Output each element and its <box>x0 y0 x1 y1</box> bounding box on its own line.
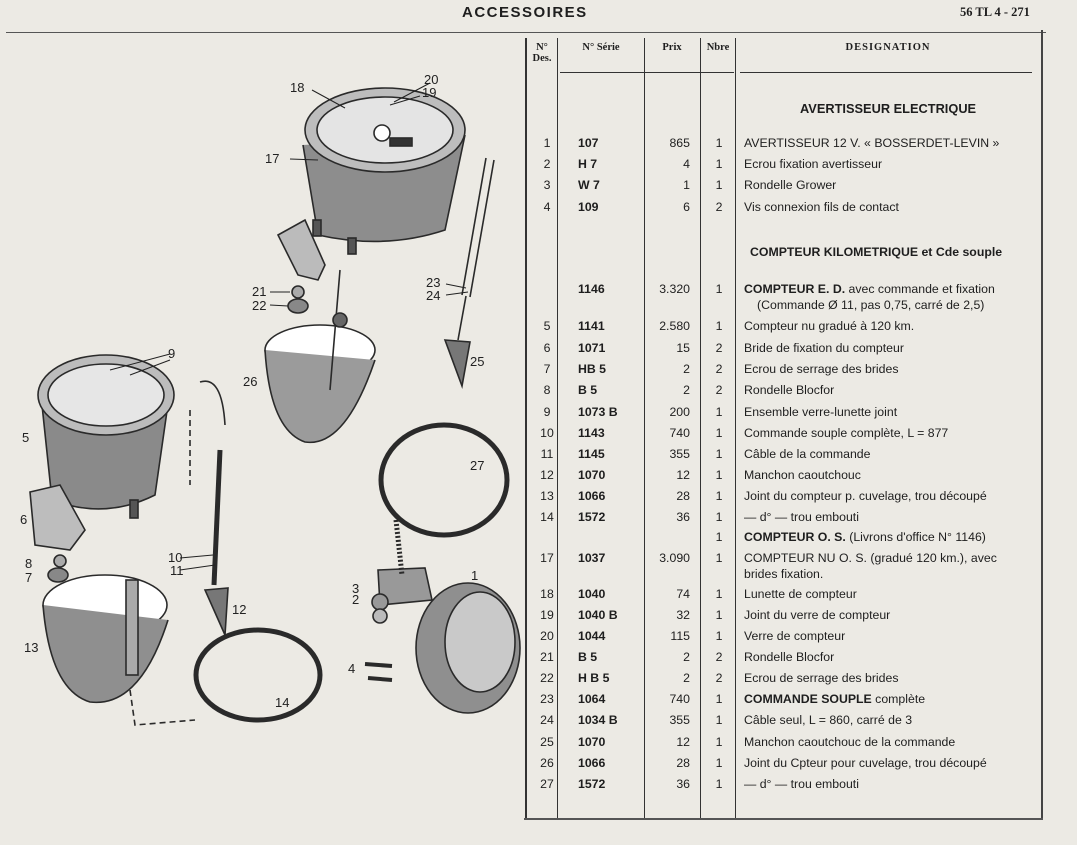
col-header-nbre: Nbre <box>706 42 730 53</box>
table-row <box>527 489 1039 509</box>
row-nbre: 2 <box>715 671 723 685</box>
row-prix: 2 <box>683 650 690 664</box>
row-serie: 1066 <box>578 756 606 770</box>
row-num: 10 <box>540 426 554 440</box>
row-num: 7 <box>543 362 551 376</box>
frame-right-border <box>1041 30 1043 820</box>
page-title: ACCESSOIRES <box>462 4 588 21</box>
callout-3: 3 <box>352 581 360 596</box>
row-nbre: 1 <box>715 489 723 503</box>
callout-6: 6 <box>20 512 28 527</box>
callout-21: 21 <box>252 284 267 299</box>
table-row <box>527 551 1039 581</box>
row-designation-text: avec commande et fixation <box>845 282 995 296</box>
row-nbre: 2 <box>715 650 723 664</box>
row-prix: 12 <box>676 735 690 749</box>
row-designation-text: Joint du Cpteur pour cuvelage, trou découpé <box>744 756 987 770</box>
cup-13-drawing <box>43 575 168 702</box>
row-designation <box>744 530 986 544</box>
row-designation <box>744 608 890 622</box>
callout-9: 9 <box>168 346 176 361</box>
row-designation-text: Rondelle Blocfor <box>744 650 835 664</box>
row-prix: 1 <box>683 178 690 192</box>
row-designation-text: Commande souple complète, L = 877 <box>744 426 949 440</box>
row-num: 21 <box>540 650 554 664</box>
row-designation <box>744 551 997 565</box>
row-nbre: 2 <box>715 362 723 376</box>
table-row <box>527 341 1039 361</box>
row-prix: 28 <box>676 756 690 770</box>
washer-2-drawing <box>373 609 387 623</box>
row-serie: 1141 <box>578 319 605 333</box>
row-designation <box>744 178 836 192</box>
row-designation-text: AVERTISSEUR 12 V. « BOSSERDET-LEVIN » <box>744 136 1000 150</box>
row-designation <box>744 587 857 601</box>
row-designation-text: Câble de la commande <box>744 447 871 461</box>
row-designation-bold: COMPTEUR O. S. <box>744 530 846 544</box>
row-prix: 2 <box>683 671 690 685</box>
row-num: 25 <box>540 735 554 749</box>
row-designation <box>744 629 845 643</box>
row-designation <box>744 405 897 419</box>
row-num: 27 <box>540 777 554 791</box>
callout-26: 26 <box>243 374 258 389</box>
washer-21-drawing <box>292 286 304 298</box>
row-prix: 3.090 <box>659 551 690 565</box>
table-row <box>527 713 1039 733</box>
row-num: 12 <box>540 468 554 482</box>
ring-14-drawing <box>196 630 320 720</box>
table-row <box>527 383 1039 403</box>
washer-8-drawing <box>54 555 66 567</box>
row-serie: W 7 <box>578 178 600 192</box>
row-prix: 115 <box>670 629 690 643</box>
row-num: 9 <box>543 405 551 419</box>
row-nbre: 1 <box>715 587 723 601</box>
row-designation <box>744 671 898 685</box>
callout-1: 1 <box>471 568 479 583</box>
row-nbre: 2 <box>715 383 723 397</box>
callout-20: 20 <box>424 72 439 87</box>
row-serie: H B 5 <box>578 671 610 685</box>
row-prix: 4 <box>683 157 690 171</box>
row-designation-text: Ensemble verre-lunette joint <box>744 405 898 419</box>
row-nbre: 2 <box>715 200 723 214</box>
row-designation-text: complète <box>871 692 926 706</box>
row-num: 11 <box>540 447 554 461</box>
row-prix: 6 <box>683 200 690 214</box>
row-designation <box>744 756 987 770</box>
row-nbre: 1 <box>715 756 723 770</box>
row-designation <box>744 383 834 397</box>
row-nbre: 1 <box>715 735 723 749</box>
row-nbre: 1 <box>715 157 723 171</box>
table-row <box>527 157 1039 177</box>
table-row <box>527 362 1039 382</box>
row-designation-text: Joint du compteur p. cuvelage, trou découpé <box>744 489 987 503</box>
row-designation <box>744 692 925 706</box>
callout-17: 17 <box>265 151 280 166</box>
sleeve-12-drawing <box>205 588 228 635</box>
row-designation-text: Câble seul, L = 860, carré de 3 <box>744 713 913 727</box>
row-serie: 1145 <box>578 447 605 461</box>
row-num: 5 <box>543 319 551 333</box>
row-designation-line2: brides fixation. <box>744 567 824 581</box>
table-row <box>527 692 1039 712</box>
header-rule-right <box>740 72 1032 73</box>
row-num: 22 <box>540 671 554 685</box>
row-designation-text: Manchon caoutchouc <box>744 468 861 482</box>
row-num: 4 <box>543 200 551 214</box>
callout-7: 7 <box>25 570 33 585</box>
row-prix: 74 <box>676 587 690 601</box>
row-serie: 1572 <box>578 777 606 791</box>
row-serie: 1040 <box>578 587 606 601</box>
row-nbre: 1 <box>715 319 723 333</box>
callout-27: 27 <box>470 458 485 473</box>
row-designation-text: Manchon caoutchouc de la commande <box>744 735 956 749</box>
row-prix: 865 <box>669 136 690 150</box>
row-serie: 107 <box>578 136 599 150</box>
row-designation <box>744 713 912 727</box>
row-nbre: 1 <box>715 447 723 461</box>
nut-22-drawing <box>288 299 308 313</box>
row-prix: 12 <box>676 468 690 482</box>
row-nbre: 1 <box>715 405 723 419</box>
row-nbre: 1 <box>715 629 723 643</box>
callout-4: 4 <box>348 661 356 676</box>
col-header-num: N° Des. <box>532 42 552 64</box>
row-designation <box>744 282 995 296</box>
row-serie: 1034 B <box>578 713 618 727</box>
row-designation-text: Bride de fixation du compteur <box>744 341 904 355</box>
row-num: 13 <box>540 489 554 503</box>
callout-23: 23 <box>426 275 441 290</box>
row-num: 20 <box>540 629 554 643</box>
table-row <box>527 468 1039 488</box>
table-row <box>527 282 1039 312</box>
row-nbre: 1 <box>715 713 723 727</box>
table-row <box>527 319 1039 339</box>
table-row <box>527 756 1039 776</box>
row-designation <box>744 777 859 791</box>
table-row <box>527 447 1039 467</box>
page-reference: 56 TL 4 - 271 <box>960 5 1030 19</box>
table-row <box>527 587 1039 607</box>
row-prix: 3.320 <box>659 282 690 296</box>
callout-14: 14 <box>275 695 290 710</box>
row-num: 18 <box>540 587 554 601</box>
row-serie: B 5 <box>578 383 598 397</box>
row-num: 3 <box>543 178 551 192</box>
col-header-serie: N° Série <box>582 42 620 53</box>
row-serie: 1073 B <box>578 405 618 419</box>
row-nbre: 2 <box>715 341 723 355</box>
row-num: 1 <box>543 136 551 150</box>
row-designation-text: COMPTEUR NU O. S. (gradué 120 km.), avec <box>744 551 997 565</box>
row-serie: 1143 <box>578 426 605 440</box>
row-designation <box>744 136 999 150</box>
row-nbre: 1 <box>715 551 723 565</box>
row-num: 19 <box>540 608 554 622</box>
row-serie: 1572 <box>578 510 606 524</box>
table-row <box>527 530 1039 550</box>
row-prix: 36 <box>676 510 690 524</box>
table-row <box>527 608 1039 628</box>
row-nbre: 1 <box>715 608 723 622</box>
row-num: 23 <box>540 692 554 706</box>
callout-11: 11 <box>170 563 184 578</box>
row-designation <box>744 489 987 503</box>
table-row <box>527 136 1039 156</box>
row-designation-text: — d° — trou embouti <box>744 777 859 791</box>
cup-26-drawing <box>265 270 375 442</box>
row-designation <box>744 510 859 524</box>
row-designation <box>744 735 955 749</box>
row-num: 26 <box>540 756 554 770</box>
row-nbre: 1 <box>715 426 723 440</box>
row-designation-bold: COMPTEUR E. D. <box>744 282 846 296</box>
row-designation <box>744 426 948 440</box>
section-compteur: COMPTEUR KILOMETRIQUE et Cde souple <box>750 245 1003 259</box>
row-prix: 2 <box>683 362 690 376</box>
section-avertisseur: AVERTISSEUR ELECTRIQUE <box>800 101 977 116</box>
table-row <box>527 405 1039 425</box>
row-num: 24 <box>540 713 554 727</box>
row-designation-text: Rondelle Blocfor <box>744 383 835 397</box>
row-designation-text: Vis connexion fils de contact <box>744 200 899 214</box>
row-prix: 28 <box>676 489 690 503</box>
row-serie: 1064 <box>578 692 606 706</box>
row-prix: 2 <box>683 383 690 397</box>
callout-5: 5 <box>22 430 30 445</box>
row-designation-text: Verre de compteur <box>744 629 846 643</box>
row-nbre: 1 <box>715 136 723 150</box>
table-row <box>527 671 1039 691</box>
row-designation <box>744 200 899 214</box>
row-num: 17 <box>540 551 554 565</box>
row-nbre: 1 <box>715 178 723 192</box>
callout-2: 2 <box>352 592 360 607</box>
table-row <box>527 735 1039 755</box>
parts-drawing <box>0 30 522 820</box>
row-prix: 355 <box>669 713 690 727</box>
row-serie: 1066 <box>578 489 606 503</box>
table-row <box>527 178 1039 198</box>
row-serie: 1037 <box>578 551 606 565</box>
row-prix: 740 <box>669 692 690 706</box>
row-num: 14 <box>540 510 554 524</box>
row-designation <box>744 650 834 664</box>
row-serie: 1040 B <box>578 608 618 622</box>
row-designation <box>744 157 882 171</box>
row-nbre: 1 <box>715 468 723 482</box>
row-prix: 355 <box>669 447 690 461</box>
row-designation <box>744 341 904 355</box>
frame-bottom-border <box>524 818 1043 820</box>
row-serie: HB 5 <box>578 362 607 376</box>
row-designation-text: — d° — trou embouti <box>744 510 859 524</box>
row-prix: 740 <box>669 426 690 440</box>
row-serie: 1071 <box>578 341 606 355</box>
row-prix: 200 <box>669 405 690 419</box>
row-designation-text: Lunette de compteur <box>744 587 857 601</box>
row-num: 6 <box>543 341 551 355</box>
ring-27-drawing <box>381 425 507 535</box>
row-designation-text: Ecrou fixation avertisseur <box>744 157 883 171</box>
row-designation-text: Rondelle Grower <box>744 178 837 192</box>
callout-12: 12 <box>232 602 247 617</box>
row-designation <box>744 362 898 376</box>
screw-4-drawing <box>365 664 392 666</box>
row-serie: 1070 <box>578 468 606 482</box>
row-designation-text: Ecrou de serrage des brides <box>744 671 899 685</box>
row-prix: 32 <box>676 608 690 622</box>
col-header-designation: DESIGNATION <box>845 42 931 53</box>
row-prix: 36 <box>676 777 690 791</box>
row-nbre: 1 <box>715 510 723 524</box>
callout-8: 8 <box>25 556 33 571</box>
callout-13: 13 <box>24 640 39 655</box>
row-designation-text: Compteur nu gradué à 120 km. <box>744 319 915 333</box>
speedometer-os-drawing <box>303 88 465 254</box>
table-row <box>527 426 1039 446</box>
table-row <box>527 200 1039 220</box>
row-prix: 15 <box>676 341 690 355</box>
table-row <box>527 650 1039 670</box>
row-serie: 1146 <box>578 282 605 296</box>
callout-22: 22 <box>252 298 267 313</box>
table-row <box>527 777 1039 797</box>
callout-19: 19 <box>422 85 437 100</box>
header-rule-left <box>560 72 734 73</box>
horn-drawing <box>378 520 520 713</box>
row-num: 2 <box>543 157 551 171</box>
row-nbre: 1 <box>715 282 723 296</box>
table-row <box>527 510 1039 530</box>
col-header-prix: Prix <box>662 42 682 53</box>
row-designation-text: (Livrons d'office N° 1146) <box>845 530 986 544</box>
row-serie: B 5 <box>578 650 598 664</box>
callout-10: 10 <box>168 550 183 565</box>
table-row <box>527 629 1039 649</box>
row-nbre: 1 <box>715 530 723 544</box>
callout-25: 25 <box>470 354 485 369</box>
row-serie: 1044 <box>578 629 606 643</box>
callout-18: 18 <box>290 80 305 95</box>
row-designation-bold: COMMANDE SOUPLE <box>744 692 872 706</box>
row-nbre: 1 <box>715 777 723 791</box>
row-designation-text: Ecrou de serrage des brides <box>744 362 899 376</box>
nut-7-drawing <box>48 568 68 582</box>
row-designation-text: Joint du verre de compteur <box>744 608 891 622</box>
row-nbre: 1 <box>715 692 723 706</box>
row-num: 8 <box>543 383 551 397</box>
row-designation <box>744 468 861 482</box>
row-designation-line2: (Commande Ø 11, pas 0,75, carré de 2,5) <box>757 298 985 312</box>
row-designation <box>744 447 870 461</box>
row-serie: 1070 <box>578 735 606 749</box>
row-designation <box>744 319 914 333</box>
callout-24: 24 <box>426 288 441 303</box>
row-serie: H 7 <box>578 157 598 171</box>
nut-3-drawing <box>372 594 388 610</box>
row-prix: 2.580 <box>659 319 690 333</box>
row-serie: 109 <box>578 200 599 214</box>
